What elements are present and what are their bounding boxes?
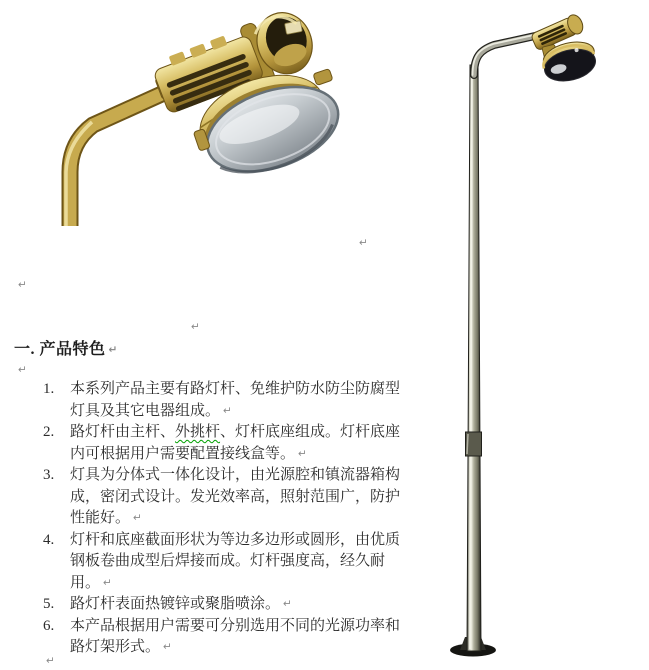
paragraph-mark: ↵ <box>108 344 118 356</box>
paragraph-mark: ↵ <box>18 279 27 291</box>
feature-item-number: 4. <box>43 531 55 548</box>
feature-item <box>43 616 409 659</box>
paragraph-mark: ↵ <box>46 655 55 667</box>
pole-shaft <box>467 65 481 651</box>
feature-item-number: 2. <box>43 424 55 440</box>
paragraph-mark: ↵ <box>191 321 200 333</box>
paragraph-mark: ↵ <box>18 364 27 376</box>
feature-item-text <box>70 465 409 530</box>
paragraph-mark: ↵ <box>223 404 232 417</box>
feature-item <box>43 422 409 465</box>
text-segment: 本产品根据用户需要可分别选用不同的光源功率和路灯架形式。 <box>70 617 401 655</box>
feature-item-number: 3. <box>43 467 55 483</box>
feature-item <box>43 379 409 422</box>
pole-image <box>420 5 645 660</box>
feature-item <box>43 465 409 530</box>
paragraph-mark: ↵ <box>103 576 112 589</box>
feature-list <box>43 379 409 659</box>
feature-item-text <box>70 379 409 422</box>
paragraph-mark: ↵ <box>133 512 142 524</box>
lamp-closeup-image <box>8 4 353 226</box>
feature-item <box>43 530 409 595</box>
grammar-checked-word: 外挑杆 <box>175 424 221 440</box>
feature-item <box>43 594 409 616</box>
text-segment: 路灯杆由主杆、 <box>70 424 176 440</box>
paragraph-mark: ↵ <box>283 598 292 610</box>
feature-item-text <box>70 530 409 595</box>
section-heading <box>14 336 118 359</box>
feature-item-number: 1. <box>43 381 55 397</box>
feature-item-number: 5. <box>43 596 55 612</box>
feature-item-text <box>70 422 409 465</box>
paragraph-mark: ↵ <box>163 641 172 653</box>
text-segment: 灯具为分体式一体化设计，由光源腔和镇流器箱构成，密闭式设计。发光效率高，照射范围广，防护性能好。 <box>70 467 401 526</box>
feature-item-text <box>70 616 409 659</box>
feature-item-text <box>70 594 409 616</box>
section-heading-text: 一. 产品特色 <box>14 341 106 358</box>
text-segment: 路灯杆表面热镀锌或聚脂喷涂。 <box>70 596 281 612</box>
paragraph-mark: ↵ <box>359 237 368 249</box>
paragraph-mark: ↵ <box>298 447 307 460</box>
text-segment: 灯杆和底座截面形状为等边多边形或圆形，由优质钢板卷曲成型后焊接而成。灯杆强度高，经久耐用。 <box>70 531 401 591</box>
feature-item-number: 6. <box>43 617 55 634</box>
text-segment: 本系列产品主要有路灯杆、免维护防水防尘防腐型灯具及其它电器组成。 <box>70 381 401 419</box>
text-segment: 、灯杆底座组成。灯杆底座内可根据用户需要配置接线盒等。 <box>70 424 401 462</box>
